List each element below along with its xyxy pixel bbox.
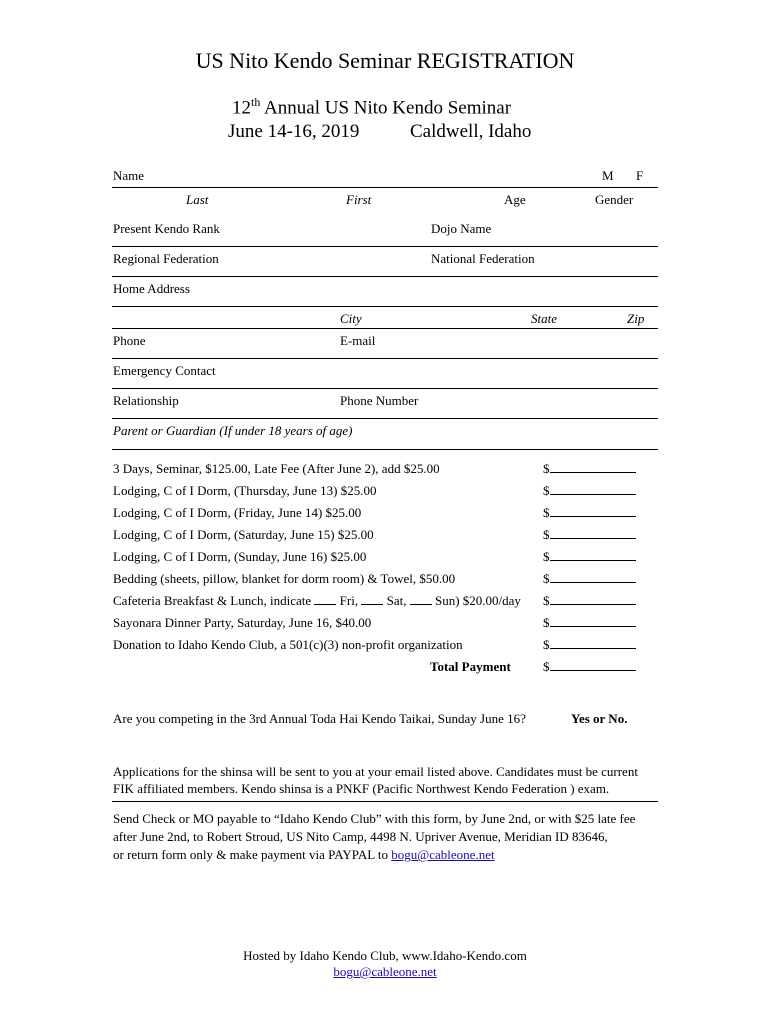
cafeteria-sat: Sat,	[386, 593, 407, 608]
rank-dojo-field[interactable]	[112, 246, 658, 247]
cafeteria-fri: Fri,	[339, 593, 359, 608]
gender-label: Gender	[595, 192, 634, 207]
regional-federation-label: Regional Federation	[113, 251, 219, 266]
fee-lodging-thursday: Lodging, C of I Dorm, (Thursday, June 13) $25.00	[113, 483, 377, 498]
home-address-label: Home Address	[113, 281, 190, 296]
ordinal: 12	[232, 97, 251, 119]
name-label: Name	[113, 168, 145, 183]
payment-line3	[113, 847, 495, 863]
cafeteria-sun: Sun) $20.00/day	[434, 593, 521, 608]
last-name-label: Last	[186, 192, 209, 207]
amount-sayonara-field[interactable]: $	[543, 615, 636, 631]
first-name-label: First	[346, 192, 372, 207]
gender-m-option[interactable]: M	[602, 168, 614, 183]
payment-line1: Send Check or MO payable to “Idaho Kendo Club” with this form, by June 2nd, or with $25 late fee	[113, 811, 636, 826]
guardian-field[interactable]	[112, 449, 658, 450]
fee-sayonara: Sayonara Dinner Party, Saturday, June 16, $40.00	[113, 615, 372, 630]
city-state-zip-line	[112, 328, 658, 329]
event-location: Caldwell, Idaho	[410, 121, 532, 142]
event-name: Annual US Nito Kendo Seminar	[264, 97, 512, 119]
shinsa-text-line2: FIK affiliated members. Kendo shinsa is a PNKF (Pacific Northwest Kendo Federation ) exam.	[113, 781, 610, 796]
federation-field[interactable]	[112, 276, 658, 277]
amount-donation-field[interactable]: $	[543, 637, 636, 653]
email-label: E-mail	[340, 333, 376, 348]
cafeteria-sun-blank[interactable]	[410, 593, 432, 605]
fee-lodging-sunday: Lodging, C of I Dorm, (Sunday, June 16) $25.00	[113, 549, 367, 564]
zip-label: Zip	[627, 311, 645, 326]
relationship-field[interactable]	[112, 418, 658, 419]
amount-total-field[interactable]: $	[543, 659, 636, 675]
emergency-contact-label: Emergency Contact	[113, 363, 216, 378]
toda-question: Are you competing in the 3rd Annual Toda Hai Kendo Taikai, Sunday June 16?	[113, 711, 526, 726]
phone-number-label: Phone Number	[340, 393, 419, 408]
total-payment-label: Total Payment	[430, 659, 511, 674]
state-label: State	[531, 311, 557, 326]
page-title: US Nito Kendo Seminar REGISTRATION	[195, 48, 575, 73]
fee-cafeteria	[113, 593, 521, 609]
shinsa-text-line1: Applications for the shinsa will be sent to you at your email listed above. Candidates must be current	[113, 764, 638, 779]
toda-answer-option[interactable]: Yes or No.	[571, 711, 628, 726]
fee-lodging-friday: Lodging, C of I Dorm, (Friday, June 14) $25.00	[113, 505, 362, 520]
guardian-label: Parent or Guardian (If under 18 years of age)	[113, 423, 353, 438]
gender-f-option[interactable]: F	[636, 168, 644, 183]
amount-seminar-field[interactable]: $	[543, 461, 636, 477]
kendo-rank-label: Present Kendo Rank	[113, 221, 220, 236]
event-dates: June 14-16, 2019	[228, 121, 360, 142]
fee-bedding: Bedding (sheets, pillow, blanket for dorm room) & Towel, $50.00	[113, 571, 456, 586]
fee-lodging-saturday: Lodging, C of I Dorm, (Saturday, June 15) $25.00	[113, 527, 374, 542]
age-label: Age	[504, 192, 526, 207]
ordinal-suffix: th	[251, 95, 261, 109]
amount-thursday-field[interactable]: $	[543, 483, 636, 499]
section-divider	[112, 801, 658, 802]
amount-sunday-field[interactable]: $	[543, 549, 636, 565]
phone-label: Phone	[113, 333, 146, 348]
relationship-label: Relationship	[113, 393, 179, 408]
national-federation-label: National Federation	[431, 251, 535, 266]
footer-hosted: Hosted by Idaho Kendo Club, www.Idaho-Kendo.com	[243, 948, 527, 963]
cafeteria-fri-blank[interactable]	[314, 593, 336, 605]
city-label: City	[340, 311, 362, 326]
amount-bedding-field[interactable]: $	[543, 571, 636, 587]
event-subtitle	[232, 95, 511, 119]
name-field[interactable]	[112, 187, 658, 188]
amount-friday-field[interactable]: $	[543, 505, 636, 521]
emergency-contact-field[interactable]	[112, 388, 658, 389]
dojo-name-label: Dojo Name	[431, 221, 492, 236]
phone-email-field[interactable]	[112, 358, 658, 359]
paypal-email-link[interactable]: bogu@cableone.net	[391, 847, 495, 862]
amount-cafeteria-field[interactable]: $	[543, 593, 636, 609]
cafeteria-sat-blank[interactable]	[361, 593, 383, 605]
fee-seminar: 3 Days, Seminar, $125.00, Late Fee (After June 2), add $25.00	[113, 461, 440, 476]
payment-line3-text: or return form only & make payment via PAYPAL to	[113, 847, 389, 862]
cafeteria-label: Cafeteria Breakfast & Lunch, indicate	[113, 593, 312, 608]
footer-email-link[interactable]: bogu@cableone.net	[333, 964, 437, 979]
fee-donation: Donation to Idaho Kendo Club, a 501(c)(3) non-profit organization	[113, 637, 463, 652]
payment-line2: after June 2nd, to Robert Stroud, US Nito Camp, 4498 N. Upriver Avenue, Meridian ID 83646,	[113, 829, 608, 844]
amount-saturday-field[interactable]: $	[543, 527, 636, 543]
home-address-field[interactable]	[112, 306, 658, 307]
footer-email	[0, 964, 770, 980]
